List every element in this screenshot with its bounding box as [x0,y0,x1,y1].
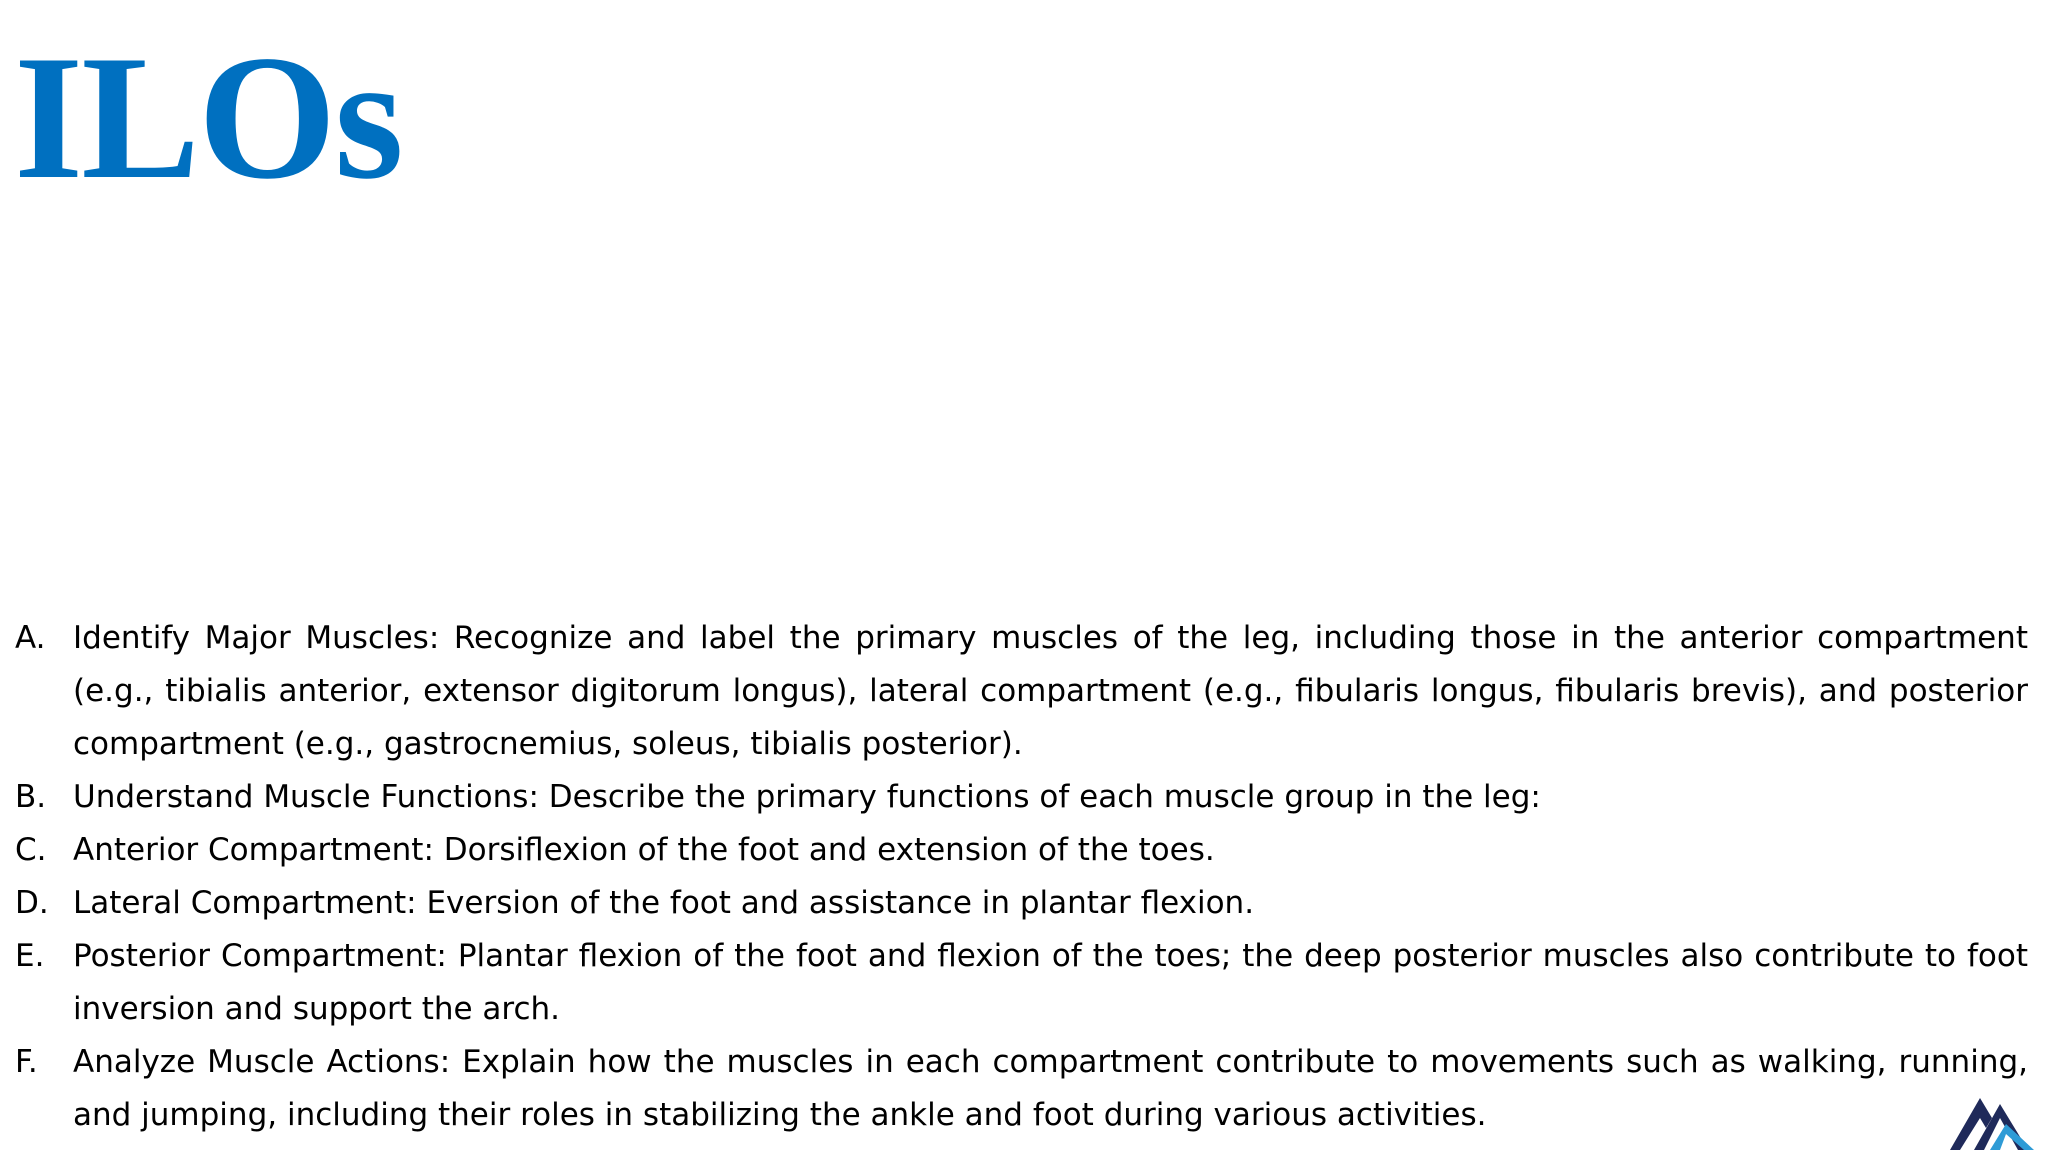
objective-marker: D. [15,885,49,921]
objective-marker: B. [15,779,47,815]
objective-marker: E. [15,938,45,974]
objectives-list [0,612,2028,1142]
objective-marker: C. [15,832,47,868]
objective-text: Lateral Compartment: Eversion of the foot and assistance in plantar flexion. [73,885,1255,921]
slide-title: ILOs [14,18,402,216]
mountain-logo-icon [1950,1094,2040,1150]
objective-item [0,824,2028,877]
objective-text: Anterior Compartment: Dorsiflexion of the foot and extension of the toes. [73,832,1215,868]
objective-item [0,1036,2028,1142]
objective-marker: A. [15,620,46,656]
objective-text: Posterior Compartment: Plantar flexion of the foot and flexion of the toes; the deep posterior muscles also contribute to foot inversion and support the arch. [73,938,2028,1027]
objective-text: Analyze Muscle Actions: Explain how the muscles in each compartment contribute to movements such as walking, running, and jumping, including their roles in stabilizing the ankle and foot during various activities. [73,1044,2028,1133]
objective-item [0,771,2028,824]
objective-item [0,612,2028,771]
objective-marker: F. [15,1044,38,1080]
objective-item [0,877,2028,930]
objective-item [0,930,2028,1036]
objective-text: Understand Muscle Functions: Describe the primary functions of each muscle group in the leg: [73,779,1541,815]
objective-text: Identify Major Muscles: Recognize and label the primary muscles of the leg, including those in the anterior compartment (e.g., tibialis anterior, extensor digitorum longus), lateral compartment (e.g., fibularis longus, fibularis brevis), and posterior compartment (e.g., gastrocnemius, soleus, tibialis posterior). [73,620,2028,762]
